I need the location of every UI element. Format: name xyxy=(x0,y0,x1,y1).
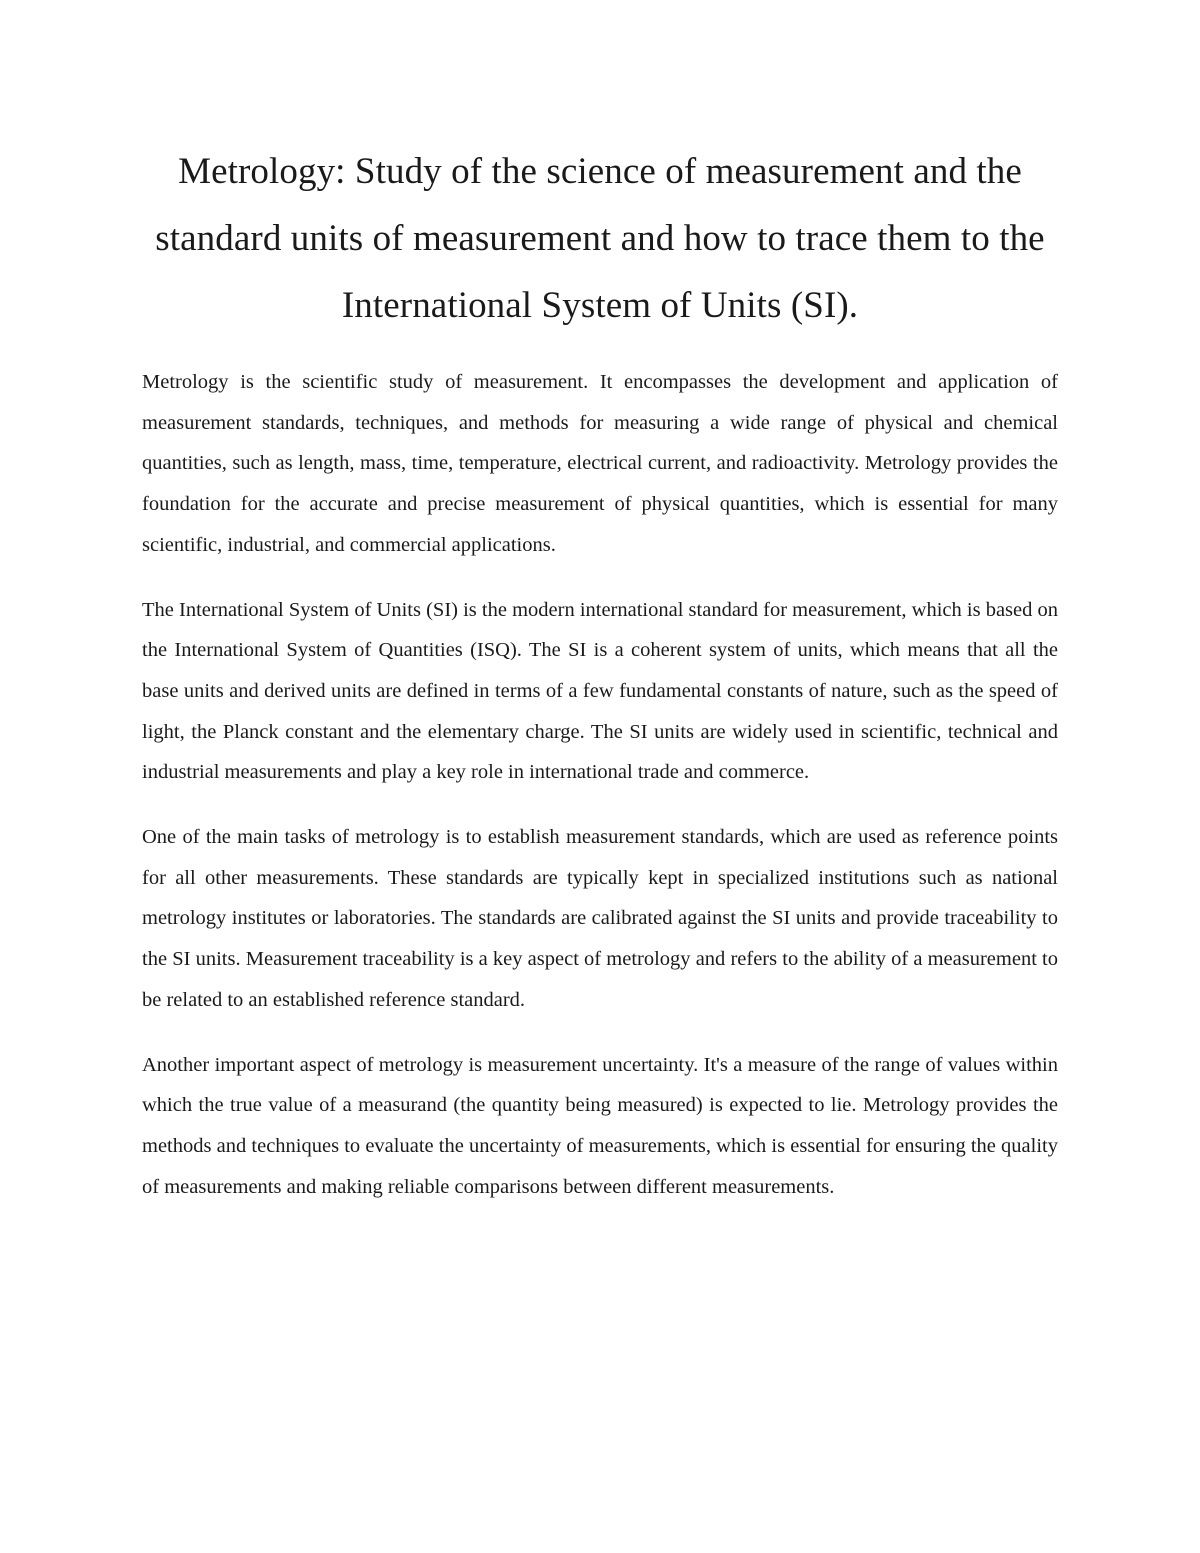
paragraph-si-units: The International System of Units (SI) is the modern international standard for measurement, which is based on the International System of Quantities (ISQ). The SI is a coherent system of units, which means that all the base units and derived units are defined in terms of a few fundamental constants of nature, such as the speed of light, the Planck constant and the elementary charge. The SI units are widely used in scientific, technical and industrial measurements and play a key role in international trade and commerce. xyxy=(142,598,1059,784)
document-title: Metrology: Study of the science of measurement and the standard units of measurement and how to trace them to the International System of Units (SI). xyxy=(155,151,1045,326)
paragraph-measurement-uncertainty: Another important aspect of metrology is measurement uncertainty. It's a measure of the range of values within which the true value of a measurand (the quantity being measured) is expected to lie. Metrology provides the methods and techniques to evaluate the uncertainty of measurements, which is essential for ensuring the quality of measurements and making reliable comparisons between different measurements. xyxy=(142,1053,1058,1198)
paragraph-metrology-definition: Metrology is the scientific study of measurement. It encompasses the development and application of measurement standards, techniques, and methods for measuring a wide range of physical and chemical quantities, such as length, mass, time, temperature, electrical current, and radioactivity. Metrology provides the foundation for the accurate and precise measurement of physical quantities, which is essential for many scientific, industrial, and commercial applications. xyxy=(142,371,1058,556)
document-body xyxy=(142,362,1058,1231)
paragraph-measurement-standards: One of the main tasks of metrology is to establish measurement standards, which are used as reference points for all other measurements. These standards are typically kept in specialized institutions such as national metrology institutes or laboratories. The standards are calibrated against the SI units and provide traceability to the SI units. Measurement traceability is a key aspect of metrology and refers to the ability of a measurement to be related to an established reference standard. xyxy=(142,826,1058,1011)
